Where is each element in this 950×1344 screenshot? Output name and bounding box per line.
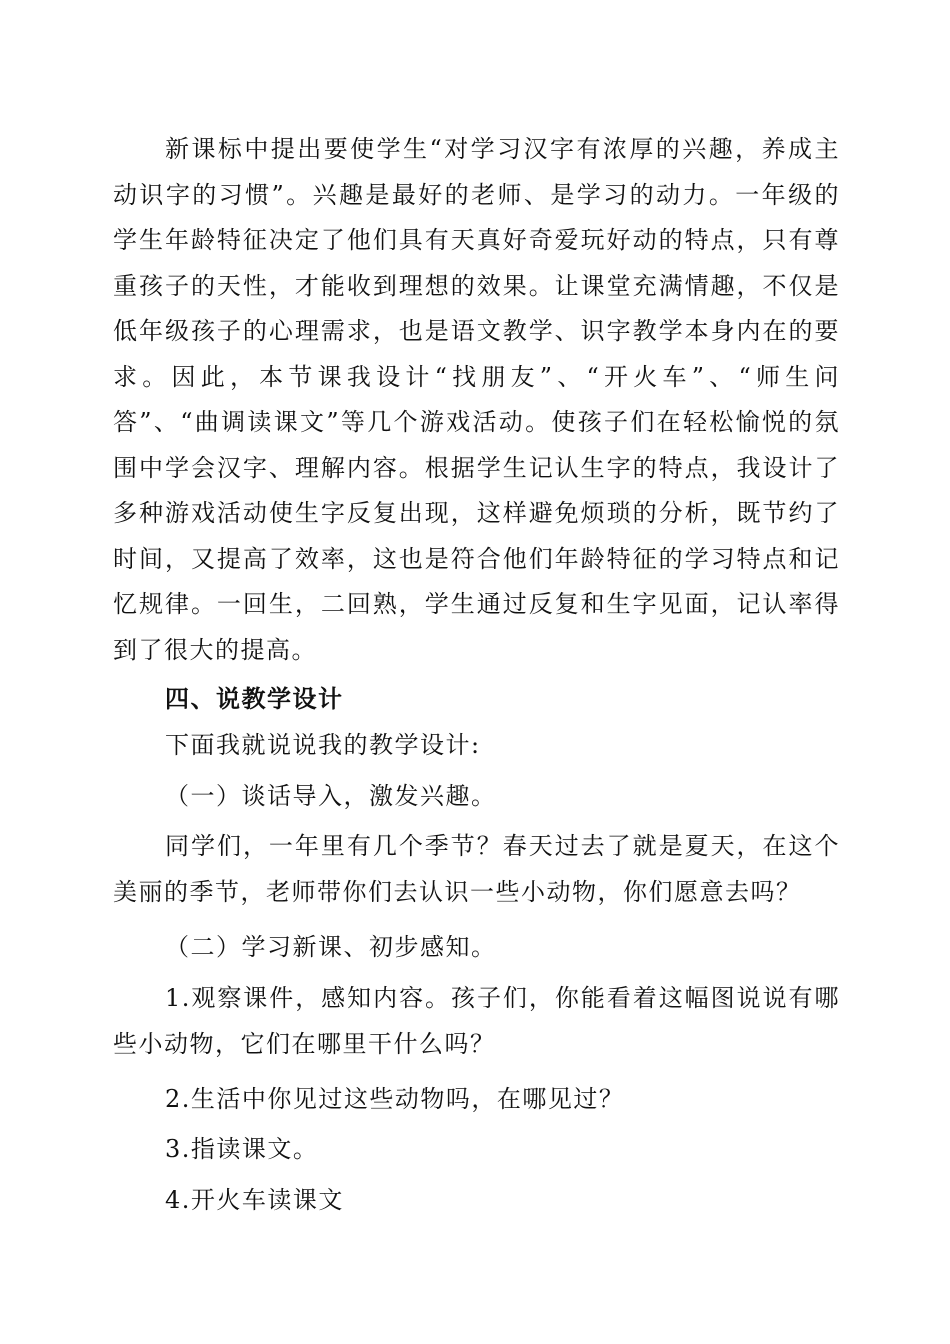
list-item-1: 1.观察课件，感知内容。孩子们，你能看着这幅图说说有哪些小动物，它们在哪里干什么吗？ (113, 984, 840, 1058)
intro-line: 下面我就说说我的教学设计: (165, 731, 481, 759)
list-item-4: 4.开火车读课文 (165, 1186, 344, 1214)
paragraph-interest: 新课标中提出要使学生“对学习汉字有浓厚的兴趣，养成主动识字的习惯”。兴趣是最好的老师、是学习的动力。一年级的学生年龄特征决定了他们具有天真好奇爱玩好动的特点，只有尊重孩子的天性，才能收到理想的效果。让课堂充满情趣，不仅是低年级孩子的心理需求，也是语文教学、识字教学本身内在的要求。因此，本节课我设计“找朋友”、“开火车”、“师生问答”、“曲调读课文”等几个游戏活动。使孩子们在轻松愉悦的氛围中学会汉字、理解内容。根据学生记认生字的特点，我设计了多种游戏活动使生字反复出现，这样避免烦琐的分析，既节约了时间，又提高了效率，这也是符合他们年龄特征的学习特点和记忆规律。一回生，二回熟，学生通过反复和生字见面，记认率得到了很大的提高。 (113, 135, 840, 664)
paragraph-interest-block (113, 127, 840, 673)
step-one-text: 同学们，一年里有几个季节？春天过去了就是夏天，在这个美丽的季节，老师带你们去认识一些小动物，你们愿意去吗？ (113, 832, 840, 906)
section-heading: 四、说教学设计 (165, 685, 344, 713)
step-two-title: （二）学习新课、初步感知。 (165, 933, 497, 961)
step-one-title: （一）谈话导入，激发兴趣。 (165, 782, 497, 810)
list-item-2: 2.生活中你见过这些动物吗，在哪见过？ (165, 1085, 625, 1113)
list-item-3: 3.指读课文。 (165, 1135, 319, 1163)
